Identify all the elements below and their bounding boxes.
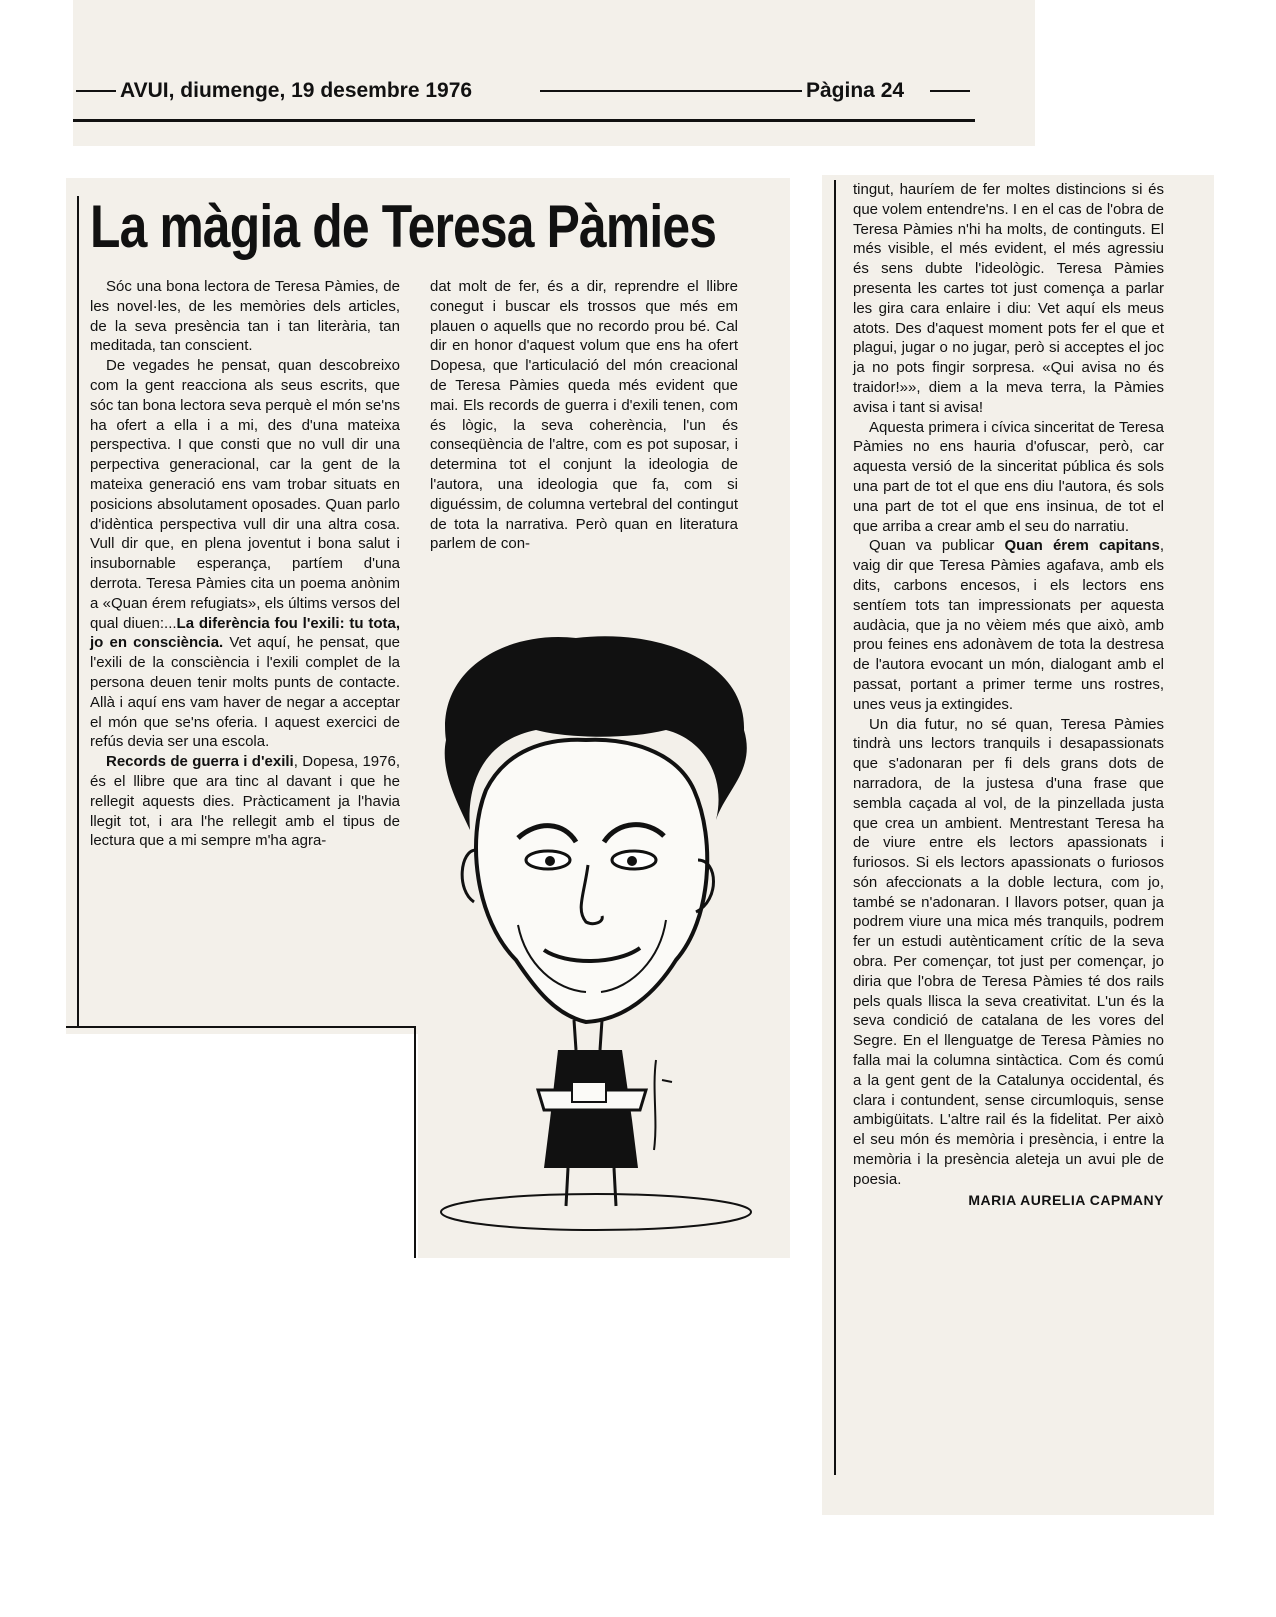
- article-column-2: [430, 277, 738, 554]
- text-run: Aquesta primera i cívica sinceritat de Teresa Pàmies no ens hauria d'ofuscar, però, car aquesta versió de la sinceritat pública és sols una part de tot el que ens diu l'autora, és sols una part de tot el que ens insinua, de tot el que arriba a crear amb el seu do narratiu.: [853, 418, 1164, 535]
- article-title: La màgia de Teresa Pàmies: [90, 193, 717, 260]
- face: [476, 740, 707, 1022]
- article-column-1: [90, 277, 400, 851]
- caricature-illustration: [426, 620, 766, 1240]
- bold-text: Quan érem capitans: [1004, 537, 1160, 555]
- paragraph: [853, 715, 1164, 1190]
- paragraph: [90, 752, 400, 851]
- article-column-3: [853, 180, 1164, 1210]
- page-number: Pàgina 24: [806, 79, 908, 103]
- left-border-rule: [77, 196, 79, 1026]
- header-rule: [73, 119, 975, 122]
- text-run: dat molt de fer, és a dir, reprendre el llibre conegut i buscar els trossos que més em plauen o aquells que no recordo prou bé. Cal dir en honor d'aquest volum que ens ha ofert Dopesa, que l'articulació del món creacional de Teresa Pàmies queda més evident que mai. Els records de guerra i d'exili tenen, com és lògic, la seva coherència, l'un és conseqüència de l'altre, com es pot suposar, i determina tot el conjunt la ideologia de l'autora, una ideologia que fa, com si diguéssim, de columna vertebral del contingut de tota la narrativa. Però quan en literatura parlem de con-: [430, 278, 738, 553]
- paragraph: [853, 180, 1164, 418]
- left-bottom-rule: [66, 1026, 416, 1028]
- neck: [574, 1020, 602, 1050]
- bold-text: La diferència fou l'exili: tu tota, jo en consciència.: [90, 614, 400, 652]
- header-leader-right: [930, 90, 970, 92]
- skirt: [544, 1120, 638, 1168]
- paragraph: [853, 536, 1164, 714]
- book: [572, 1082, 606, 1102]
- text-run: , Dopesa, 1976, és el llibre que ara tinc al davant i que he rellegit aquests dies. Pràcticament ja l'havia llegit tot, i ara l'he rellegit amb el tipus de lectura que a mi sempre m'ha agra-: [90, 753, 400, 850]
- text-run: Sóc una bona lectora de Teresa Pàmies, de les novel·les, de les memòries dels articles, de la seva presència tan i tan literària, tan meditada, tan conscient.: [90, 278, 400, 355]
- text-run: Un dia futur, no sé quan, Teresa Pàmies tindrà uns lectors tranquils i desapassionats que s'adonaran per fi dels grans dots de narradora, de la justesa d'una frase que sembla caçada al vol, de la pinzellada justa que crea un ambient. Mentrestant Teresa ha de viure entre els lectors apassionats i furiosos. Si els lectors apassionats o furiosos són afeccionats a la doble lectura, com jo, també se n'adonaran. I llavors potser, quan ja podrem viure una mica més tranquils, podrem fer un estudi autènticament crític de la seva obra. Per començar, tot just per començar, jo diria que l'obra de Teresa Pàmies té dos rails pels quals llisca la seva creativitat. L'un és la seva condició de catalana de les vores del Segre. En el llenguatge de Teresa Pàmies no falla mai la columna sintàctica. Com és comú a la gent gent de la Catalunya occidental, és clara i contundent, sense circumloquis, sense ambigüitats. L'altre rail és la fidelitat. Per això el seu món és memòria i presència, i entre la memòria i la presència aleteja un avui ple de poesia.: [853, 715, 1164, 1188]
- ground-shadow: [441, 1194, 751, 1230]
- paragraph: [90, 277, 400, 356]
- author-signature: MARIA AURELIA CAPMANY: [968, 1191, 1164, 1208]
- publication-line: AVUI, diumenge, 19 desembre 1976: [120, 79, 476, 103]
- text-run: Vet aquí, he pensat, que l'exili de la consciència i l'exili complet de la persona deuen tenir molts punts de contacte. Allà i aquí ens vam haver de negar a acceptar el món que se'ns oferia. I aquest exercici de refús devia ser una escola.: [90, 634, 400, 751]
- legs: [566, 1168, 616, 1206]
- article-column-3-body: [853, 180, 1164, 1190]
- text-run: tingut, hauríem de fer moltes distincions si és que volem entendre'ns. I en el cas de l'obra de Teresa Pàmies n'hi ha molts, de continguts. El més visible, el més evident, el més agressiu és sens dubte l'ideològic. Teresa Pàmies presenta les cartes tot just comença a parlar les gira cara enlaire i diu: Vet aquí els meus atots. Des d'aquest moment pots fer el que et plagui, jugar o no jugar, però si acceptes el joc ja no pots fingir sorpresa. «Qui avisa no és traidor!»», diem a la meva terra, la Pàmies avisa i tant si avisa!: [853, 181, 1164, 416]
- bold-text: Records de guerra i d'exili: [106, 753, 294, 771]
- header-strip: [73, 0, 1035, 146]
- text-run: , vaig dir que Teresa Pàmies agafava, amb els dits, carbons encesos, i els lectors ens sentíem tots tan impressionats per aquesta audàcia, que ja no vèiem més que això, amb prou feines ens adonàvem de tota la destresa de l'autora evocant un món, dialogant amb el passat, portant a primer terme uns rostres, unes veus ja extingides.: [853, 537, 1164, 713]
- header-leader-middle: [540, 90, 802, 92]
- text-run: De vegades he pensat, quan descobreixo com la gent reacciona als seus escrits, que sóc tan bona lectora seva perquè el món se'ns ha ofert a ella i a mi, des d'una mateixa perspectiva. I que consti que no vull dir una perpectiva generacional, car la gent de la mateixa generació ens vam trobar situats en posicions absolutament oposades. Quan parlo d'idèntica perspectiva vull dir una altra cosa. Vull dir que, en plena joventut i bona salut i insubornable esperança, partíem d'una derrota. Teresa Pàmies cita un poema anònim a «Quan érem refugiats», els últims versos del qual diuen:...: [90, 357, 400, 632]
- paragraph: [90, 356, 400, 752]
- paragraph: [430, 277, 738, 554]
- ear-left: [462, 850, 476, 902]
- cartoon-border-rule: [414, 1026, 416, 1258]
- column-separator-rule: [834, 180, 836, 1475]
- text-run: Quan va publicar: [869, 537, 1005, 555]
- paragraph: [853, 418, 1164, 537]
- header-leader-left: [76, 90, 116, 92]
